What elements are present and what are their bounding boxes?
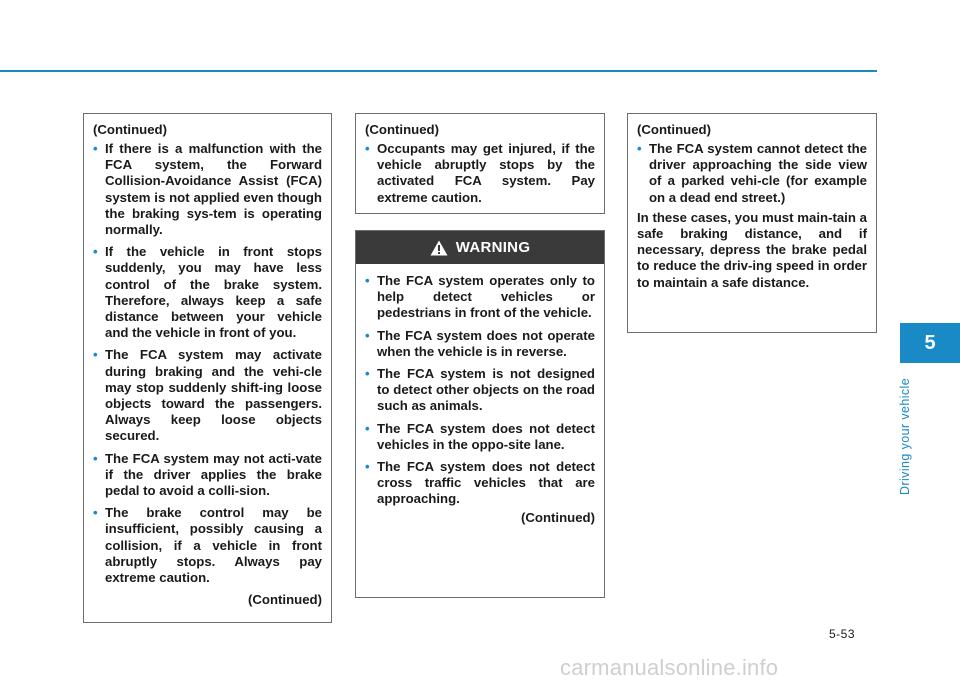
- warning-title: WARNING: [455, 239, 531, 256]
- continued-heading: (Continued): [93, 122, 167, 137]
- bullet-icon: •: [365, 459, 370, 475]
- bullet-icon: •: [93, 244, 98, 260]
- bullet-icon: •: [365, 141, 370, 156]
- list-item: • The FCA system does not operate when the vehicle is in reverse.: [365, 327, 595, 359]
- bullet-icon: •: [365, 366, 370, 382]
- continued-heading: (Continued): [637, 122, 711, 137]
- bullet-icon: •: [637, 141, 642, 156]
- bullet-list: [365, 273, 595, 508]
- list-item: • If there is a malfunction with the FCA system, the Forward Collision-Avoidance Assist (FCA) system is not applied even though the braking sys-tem is operating normally.: [93, 141, 322, 238]
- list-item: • If the vehicle in front stops suddenly, you may have less control of the brake system. Therefore, always keep a safe distance between your vehicle and the vehicle in front of you.: [93, 244, 322, 341]
- chapter-tab: 5: [900, 323, 960, 363]
- list-item: • The brake control may be insufficient, possibly causing a collision, if a vehicle in front abruptly stops. Always pay extreme caution.: [93, 505, 322, 586]
- warning-header: [356, 231, 604, 264]
- continued-caution-box-2: [355, 113, 605, 214]
- list-item: • The FCA system operates only to help detect vehicles or pedestrians in front of the vehicle.: [365, 273, 595, 321]
- bullet-icon: •: [365, 420, 370, 436]
- bullet-list: [637, 141, 867, 206]
- list-item: • The FCA system may activate during braking and the vehi-cle may stop suddenly shift-ing loose objects toward the passengers. Always keep loose objects secured.: [93, 347, 322, 444]
- bullet-list: [93, 141, 322, 586]
- bullet-icon: •: [93, 347, 98, 363]
- list-item: • The FCA system may not acti-vate if the driver applies the brake pedal to avoid a colli-sion.: [93, 450, 322, 499]
- continued-footer: (Continued): [521, 509, 595, 525]
- body-paragraph: In these cases, you must main-tain a safe braking distance, and if necessary, depress the brake pedal to reduce the driv-ing speed in order to maintain a safe distance.: [637, 209, 867, 290]
- bullet-icon: •: [365, 327, 370, 343]
- warning-triangle-icon: [430, 240, 448, 256]
- warning-box: [355, 230, 605, 598]
- list-item: • The FCA system cannot detect the driver approaching the side view of a parked vehi-cle (for example on a dead end street.): [637, 141, 867, 205]
- continued-heading: (Continued): [365, 122, 439, 137]
- bullet-icon: •: [93, 141, 98, 156]
- header-rule: [0, 70, 877, 72]
- bullet-icon: •: [365, 273, 370, 288]
- page-number: 5-53: [829, 627, 856, 641]
- list-item: • Occupants may get injured, if the vehicle abruptly stops by the activated FCA system. Pay extreme caution.: [365, 141, 595, 205]
- chapter-label: Driving your vehicle: [898, 377, 912, 495]
- list-item: • The FCA system does not detect vehicles in the oppo-site lane.: [365, 420, 595, 452]
- list-item: • The FCA system is not designed to detect other objects on the road such as animals.: [365, 366, 595, 414]
- continued-caution-box-3: [627, 113, 877, 333]
- bullet-icon: •: [93, 450, 98, 466]
- continued-caution-box-1: [83, 113, 332, 623]
- list-item: • The FCA system does not detect cross traffic vehicles that are approaching.: [365, 459, 595, 507]
- watermark: carmanualsonline.info: [560, 655, 779, 680]
- continued-footer: (Continued): [248, 592, 322, 608]
- bullet-icon: •: [93, 505, 98, 521]
- bullet-list: [365, 141, 595, 206]
